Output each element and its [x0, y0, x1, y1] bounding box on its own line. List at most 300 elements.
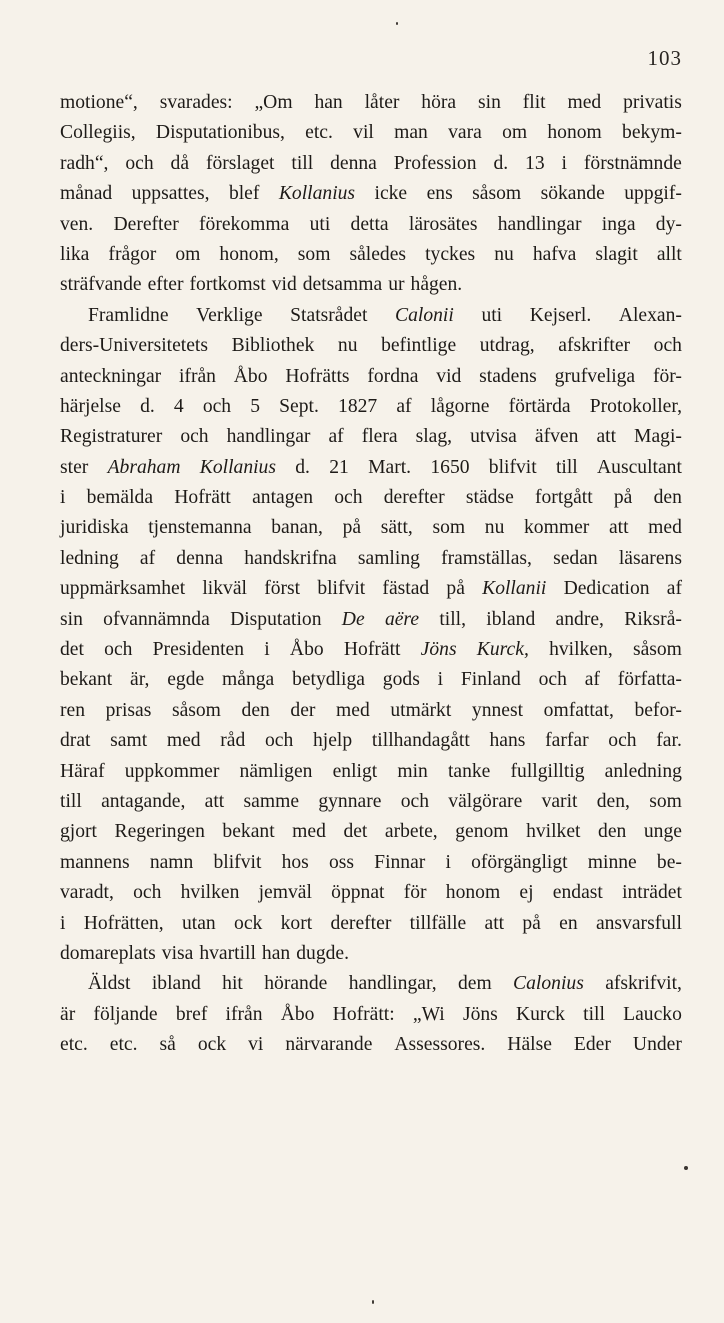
word: sin [60, 608, 83, 630]
print-speck [684, 1166, 688, 1170]
word: hans [489, 730, 526, 752]
text-line [60, 726, 682, 756]
text-line [60, 513, 682, 543]
text-line [60, 270, 682, 300]
word: och [104, 639, 133, 661]
word: 1650 [430, 456, 470, 478]
word: grufveliga [554, 365, 636, 387]
text-line [60, 453, 682, 483]
word: bref [175, 1003, 208, 1025]
word: således [349, 243, 407, 265]
text-line [60, 635, 682, 665]
word: der [290, 699, 316, 721]
word: lärosätes [408, 213, 478, 235]
word: namn [149, 851, 194, 873]
word: denna [176, 547, 224, 569]
word: „Om [254, 92, 293, 113]
word: kort [280, 912, 313, 934]
word: framställas, [441, 547, 532, 569]
word: fästad [382, 578, 430, 600]
word: stadens [479, 365, 537, 387]
word: och [334, 487, 363, 509]
word: Registraturer [60, 426, 163, 448]
word: i [60, 912, 66, 934]
word: öppnat [331, 882, 385, 904]
text-line [60, 817, 682, 847]
word: Disputation [230, 608, 322, 630]
word: visa [161, 942, 194, 964]
word: bekant [60, 669, 113, 691]
word: utmärkt [390, 699, 452, 721]
word: be- [656, 851, 682, 873]
word: i [264, 639, 270, 661]
word: den [241, 699, 270, 721]
word: såsom [472, 183, 522, 205]
word: handskrifna [244, 547, 337, 569]
word: Åbo [280, 1003, 315, 1025]
word: ofvannämnda [103, 608, 210, 630]
word: hafva [532, 243, 577, 265]
word: Eder [573, 1034, 611, 1056]
word: varit [541, 790, 578, 812]
word: 1827 [338, 395, 378, 417]
text-line [60, 696, 682, 726]
word: till, [439, 608, 466, 630]
word: hörande [264, 973, 328, 995]
word: slag, [415, 426, 453, 448]
text-line [60, 544, 682, 574]
word: nämligen [239, 760, 313, 782]
text-line [60, 149, 682, 179]
word: af [396, 395, 412, 417]
italic-word: aëre [384, 608, 420, 630]
word: på [522, 912, 541, 934]
word: hågen. [410, 274, 463, 296]
word: uppsattes, [131, 183, 210, 205]
word: Framlidne [88, 304, 169, 326]
word: 13 [525, 152, 545, 174]
word: hvartill [199, 942, 256, 964]
word: Finnar [374, 851, 426, 873]
word: motione“, [60, 92, 138, 113]
word: Mart. [368, 456, 412, 478]
word: välgörare [448, 790, 523, 812]
word: nu [337, 335, 358, 357]
word: månad [60, 183, 113, 205]
word: dem [457, 973, 492, 995]
word: inträdet [622, 882, 682, 904]
word: hvilken, [549, 639, 613, 661]
word: derefter [330, 912, 392, 934]
text-line [60, 422, 682, 452]
word: Åbo [289, 639, 324, 661]
word: befor- [634, 699, 682, 721]
word: såsom [632, 639, 682, 661]
word: många [222, 669, 275, 691]
text-line [60, 1000, 682, 1030]
word: att [608, 517, 629, 539]
text-line [60, 878, 682, 908]
word: såsom [171, 699, 221, 721]
word: Kejserl. [529, 304, 592, 326]
word: d. [140, 395, 155, 417]
word: utdrag, [479, 335, 535, 357]
word: den, [596, 790, 630, 812]
word: uppmärksamhet [60, 578, 186, 600]
word: etc. [60, 1034, 88, 1056]
word: blifvit [317, 578, 366, 600]
word: med [292, 821, 326, 843]
word: mannens [60, 851, 130, 873]
word: det [343, 821, 368, 843]
body-text [60, 88, 682, 1061]
word: uppgif- [624, 183, 682, 205]
word: samling [357, 547, 420, 569]
word: kommer [524, 517, 590, 539]
word: till [583, 1003, 605, 1025]
word: hjelp [312, 730, 353, 752]
word: om [502, 122, 528, 144]
word: ock [197, 1034, 227, 1056]
word: författa- [617, 669, 682, 691]
word: den [653, 487, 682, 509]
word: slagit [595, 243, 638, 265]
word: frågor [108, 243, 157, 265]
word: uppkommer [124, 760, 220, 782]
word: tyckes [425, 243, 476, 265]
word: handlingar [226, 426, 311, 448]
word: 5 [250, 395, 261, 417]
word: på [446, 578, 465, 600]
word: genom [455, 821, 509, 843]
word: Hofrätt [174, 487, 231, 509]
word: ven. [60, 213, 94, 235]
word: blifvit [213, 851, 262, 873]
word: gynnare [318, 790, 382, 812]
word: och [400, 790, 430, 812]
word: ansvarsfull [595, 912, 682, 934]
word: befintlige [381, 335, 457, 357]
word: ibland [151, 973, 201, 995]
word: den [598, 821, 627, 843]
word: till [555, 456, 578, 478]
text-line [60, 848, 682, 878]
word: och [133, 882, 162, 904]
word: Jöns [462, 1003, 498, 1025]
text-line [60, 240, 682, 270]
word: vid [271, 274, 297, 296]
word: i [60, 487, 66, 509]
text-line [60, 392, 682, 422]
word: prisas [105, 699, 152, 721]
word: Disputationibus, [155, 122, 285, 144]
word: till [291, 152, 314, 174]
word: ej [519, 882, 534, 904]
word: med [336, 699, 370, 721]
text-line [60, 787, 682, 817]
italic-word: Kollanius [278, 183, 356, 205]
word: vil [353, 122, 374, 144]
word: banan, [271, 517, 323, 539]
word: förslaget [205, 152, 275, 174]
word: härjelse [60, 395, 121, 417]
word: afskrifvit, [605, 973, 682, 995]
word: Finland [460, 669, 521, 691]
word: med [567, 92, 602, 113]
word: och [202, 395, 232, 417]
word: ren [60, 699, 86, 721]
word: bemälda [86, 487, 154, 509]
word: farfar [545, 730, 589, 752]
word: oförgängligt [471, 851, 568, 873]
word: att [484, 912, 505, 934]
word: gods [382, 669, 420, 691]
text-line [60, 909, 682, 939]
word: afskrifter [558, 335, 631, 357]
word: förstnämnde [583, 152, 682, 174]
word: och [538, 669, 567, 691]
word: Riksrå- [624, 608, 682, 630]
text-line [60, 757, 682, 787]
word: för [403, 882, 427, 904]
word: ifrån [225, 1003, 263, 1025]
word: närvarande [285, 1034, 373, 1056]
word: och [653, 335, 682, 357]
text-line [60, 301, 682, 331]
word: Magi- [634, 426, 682, 448]
text-line [60, 88, 682, 118]
word: en [559, 912, 578, 934]
word: läsarens [618, 547, 682, 569]
word: likväl [202, 578, 247, 600]
word: tanke [447, 760, 491, 782]
italic-word: Calonii [395, 304, 454, 326]
word: lika [60, 243, 90, 265]
word: med [648, 517, 682, 539]
word: sträfvande [60, 274, 142, 296]
word: i [445, 851, 451, 873]
word: Hofrätten, [83, 912, 164, 934]
word: sätt, [380, 517, 413, 539]
word: hit [222, 973, 243, 995]
word: hvilket [526, 821, 581, 843]
word: att [204, 790, 225, 812]
word: bekym- [622, 122, 682, 144]
word: han [314, 92, 343, 113]
word: vara [448, 122, 482, 144]
word: och [265, 730, 294, 752]
word: af [328, 426, 344, 448]
word: uti [309, 213, 331, 235]
word: af [666, 578, 682, 600]
word: juridiska [60, 517, 129, 539]
word: följande [93, 1003, 158, 1025]
word: Verklige [196, 304, 263, 326]
word: etc. [109, 1034, 138, 1056]
word: det [60, 639, 84, 661]
word: denna [330, 152, 377, 174]
print-speck [396, 22, 398, 25]
print-speck [372, 1300, 374, 1304]
word: dugde. [296, 942, 350, 964]
word: med [166, 730, 201, 752]
italic-word: Kurck, [476, 639, 529, 661]
word: drat [60, 730, 91, 752]
word: enligt [332, 760, 378, 782]
italic-word: Jöns [420, 639, 457, 661]
word: anledning [604, 760, 682, 782]
word: nu [494, 243, 514, 265]
word: råd [220, 730, 246, 752]
word: ster [60, 456, 89, 478]
word: ynnest [471, 699, 524, 721]
word: förekomma [199, 213, 290, 235]
text-line [60, 1030, 682, 1060]
word: „Wi [412, 1003, 445, 1025]
word: efter [147, 274, 184, 296]
word: för- [652, 365, 682, 387]
word: ens [426, 183, 453, 205]
word: gjort [60, 821, 98, 843]
word: ock [234, 912, 263, 934]
word: man [394, 122, 428, 144]
text-line [60, 179, 682, 209]
word: sedan [553, 547, 598, 569]
word: Collegiis, [60, 122, 136, 144]
word: fortkomst [189, 274, 266, 296]
word: i [437, 669, 444, 691]
word: Under [632, 1034, 682, 1056]
word: Alexan- [618, 304, 682, 326]
word: och [180, 426, 209, 448]
word: ledning [60, 547, 119, 569]
text-line [60, 362, 682, 392]
word: Presidenten [152, 639, 245, 661]
word: dy- [655, 213, 682, 235]
text-line [60, 483, 682, 513]
text-line [60, 939, 682, 969]
word: och [125, 152, 154, 174]
word: vi [248, 1034, 264, 1056]
word: samt [110, 730, 148, 752]
word: städse [465, 487, 514, 509]
italic-word: Kollanius [199, 456, 276, 478]
word: blef [228, 183, 260, 205]
word: detsamma [302, 274, 383, 296]
word: betydliga [292, 669, 365, 691]
word: tillhandagått [371, 730, 470, 752]
text-line [60, 118, 682, 148]
word: Assessores. [394, 1034, 486, 1056]
word: inga [601, 213, 636, 235]
word: d. [295, 456, 310, 478]
word: 21 [329, 456, 349, 478]
italic-word: Abraham [107, 456, 181, 478]
word: hos [281, 851, 309, 873]
word: egde [167, 669, 205, 691]
word: unge [643, 821, 682, 843]
word: så [159, 1034, 176, 1056]
word: utan [182, 912, 216, 934]
word: tillfälle [409, 912, 467, 934]
word: blifvit [488, 456, 537, 478]
word: anteckningar [60, 365, 162, 387]
word: först [264, 578, 301, 600]
word: ibland [486, 608, 536, 630]
word: om [175, 243, 201, 265]
word: arbete, [384, 821, 438, 843]
word: handlingar, [348, 973, 437, 995]
word: Hofrätt: [332, 1003, 395, 1025]
word: är, [130, 669, 150, 691]
word: radh“, [60, 152, 109, 174]
word: som [649, 790, 682, 812]
word: icke [374, 183, 408, 205]
word: domareplats [60, 942, 156, 964]
word: flera [361, 426, 398, 448]
word: i [561, 152, 567, 174]
word: tjenstemanna [148, 517, 252, 539]
italic-word: Kollanii [482, 578, 547, 600]
word: honom, [219, 243, 279, 265]
word: att [596, 426, 617, 448]
word: endast [552, 882, 603, 904]
word: minne [587, 851, 637, 873]
text-line [60, 574, 682, 604]
word: jemväl [258, 882, 312, 904]
word: som [432, 517, 466, 539]
word: samme [243, 790, 300, 812]
word: privatis [623, 92, 682, 113]
word: omfattat, [543, 699, 614, 721]
word: detta [350, 213, 389, 235]
word: Dedication [563, 578, 650, 600]
word: uti [481, 304, 503, 326]
word: Laucko [623, 1003, 682, 1025]
word: ifrån [178, 365, 216, 387]
word: etc. [305, 122, 333, 144]
word: Bibliothek [231, 335, 315, 357]
word: Regeringen [114, 821, 205, 843]
text-line [60, 331, 682, 361]
word: antagen [252, 487, 314, 509]
word: Hofrätts [285, 365, 350, 387]
word: förtärda [508, 395, 571, 417]
word: Derefter [113, 213, 179, 235]
word: flit [522, 92, 546, 113]
word: andre, [555, 608, 604, 630]
word: är [60, 1003, 76, 1025]
word: Sept. [279, 395, 319, 417]
page-number: 103 [647, 46, 682, 70]
word: d. [493, 152, 509, 174]
word: ders-Universitetets [60, 335, 208, 357]
word: vid [436, 365, 462, 387]
word: och [608, 730, 637, 752]
word: handlingar [497, 213, 582, 235]
word: sökande [540, 183, 605, 205]
word: fullgilltig [510, 760, 585, 782]
word: derefter [383, 487, 445, 509]
word: på [342, 517, 362, 539]
word: fordna [367, 365, 419, 387]
word: utvisa [470, 426, 517, 448]
text-line [60, 969, 682, 999]
italic-word: De [341, 608, 365, 630]
text-line [60, 605, 682, 635]
word: ur [388, 274, 405, 296]
word: af [139, 547, 156, 569]
